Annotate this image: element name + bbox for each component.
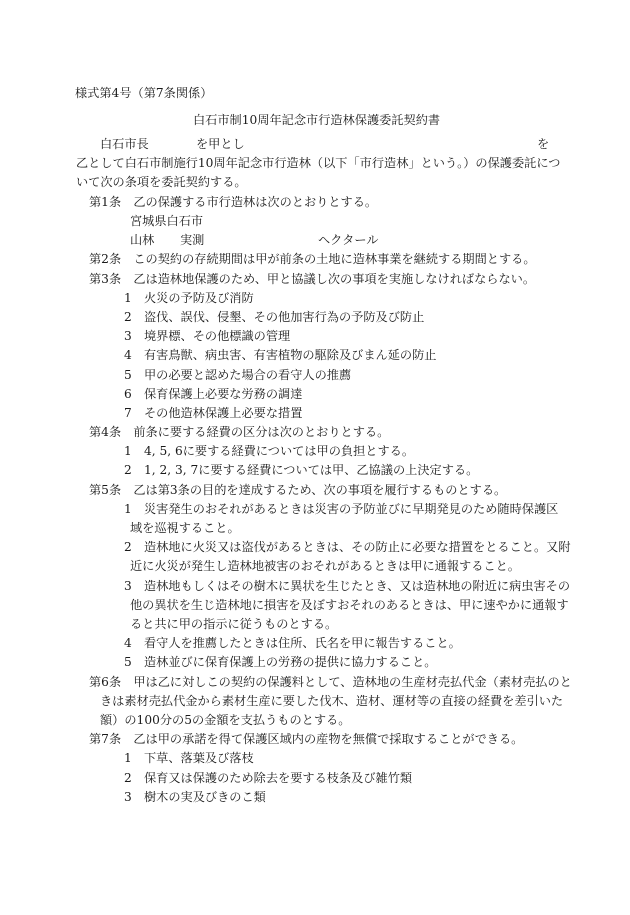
- article-1-heading: 第1条 乙の保護する市行造林は次のとおりとする。: [89, 195, 378, 209]
- article-5-item-5: 5 造林並びに保育保護上の労務の提供に協力すること。: [124, 655, 437, 669]
- article-2: 第2条 この契約の存続期間は甲が前条の土地に造林事業を継続する期間とする。: [89, 252, 536, 266]
- article-7-item: 1 下草、落葉及び落枝: [124, 751, 254, 765]
- article-4-item: 1 4, 5, 6に要する経費については甲の負担とする。: [124, 444, 415, 458]
- article-1-mountain: 山林: [130, 233, 155, 247]
- article-4-item: 2 1, 2, 3, 7に要する経費については甲、乙協議の上決定する。: [124, 463, 479, 477]
- article-3-item: 7 その他造林保護上必要な措置: [124, 406, 303, 420]
- article-3-item: 2 盗伐、誤伐、侵墾、その他加害行為の予防及び防止: [124, 310, 425, 324]
- intro-party-a: 白石市長: [100, 137, 149, 151]
- article-6-line-1: 第6条 甲は乙に対しこの契約の保護料として、造林地の生産材売払代金（素材売払のと: [89, 675, 572, 689]
- intro-line-3: いて次の条項を委託契約する。: [76, 175, 247, 189]
- form-number: 様式第4号（第7条関係）: [75, 86, 213, 100]
- article-5-item-3-cont: ると共に甲の指示に従うものとする。: [130, 617, 338, 631]
- article-5-heading: 第5条 乙は第3条の目的を達成するため、次の事項を履行するものとする。: [89, 483, 507, 497]
- article-5-item-3-cont: 他の異状を生じ造林地に損害を及ぼすおそれのあるときは、甲に速やかに通報す: [130, 598, 569, 612]
- article-5-item-2-cont: 近に火災が発生し造林地被害のおそれがあるときは甲に通報すること。: [130, 559, 520, 573]
- article-6-line-3: 額）の100分の5の金額を支払うものとする。: [100, 713, 351, 727]
- intro-party-a-suffix: を甲とし: [196, 137, 245, 151]
- intro-party-b-suffix: を: [537, 137, 550, 151]
- article-3-item: 6 保育保護上必要な労務の調達: [124, 387, 303, 401]
- article-1-measured: 実測: [180, 233, 205, 247]
- article-3-heading: 第3条 乙は造林地保護のため、甲と協議し次の事項を実施しなければならない。: [89, 272, 536, 286]
- article-1-place: 宮城県白石市: [130, 214, 204, 228]
- article-7-item: 3 樹木の実及びきのこ類: [124, 790, 266, 804]
- article-3-item: 5 甲の必要と認めた場合の看守人の推薦: [124, 368, 352, 382]
- article-4-heading: 第4条 前条に要する経費の区分は次のとおりとする。: [89, 425, 390, 439]
- article-3-item: 3 境界標、その他標識の管理: [124, 329, 291, 343]
- article-5-item-4: 4 看守人を推薦したときは住所、氏名を甲に報告すること。: [124, 636, 461, 650]
- article-5-item-3: 3 造林地もしくはその樹木に異状を生じたとき、又は造林地の附近に病虫害その: [124, 579, 571, 593]
- article-1-unit: ヘクタール: [318, 233, 379, 247]
- article-5-item-1: 1 災害発生のおそれがあるときは災害の予防並びに早期発見のため随時保護区: [124, 502, 559, 516]
- document-title: 白石市制10周年記念市行造林保護委託契約書: [193, 113, 441, 127]
- article-3-item: 1 火災の予防及び消防: [124, 291, 254, 305]
- article-7-item: 2 保育又は保護のため除去を要する枝条及び雑竹類: [124, 771, 413, 785]
- article-5-item-2: 2 造林地に火災又は盗伐があるときは、その防止に必要な措置をとること。又附: [124, 540, 571, 554]
- article-5-item-1-cont: 域を巡視すること。: [130, 521, 240, 535]
- article-3-item: 4 有害鳥獣、病虫害、有害植物の駆除及びまん延の防止: [124, 348, 437, 362]
- article-7-heading: 第7条 乙は甲の承諾を得て保護区域内の産物を無償で採取することができる。: [89, 732, 524, 746]
- intro-line-2: 乙として白石市制施行10周年記念市行造林（以下「市行造林」という。）の保護委託につ: [76, 156, 561, 170]
- article-6-line-2: きは素材売払代金から素材生産に要した伐木、造材、運材等の直接の経費を差引いた: [100, 694, 564, 708]
